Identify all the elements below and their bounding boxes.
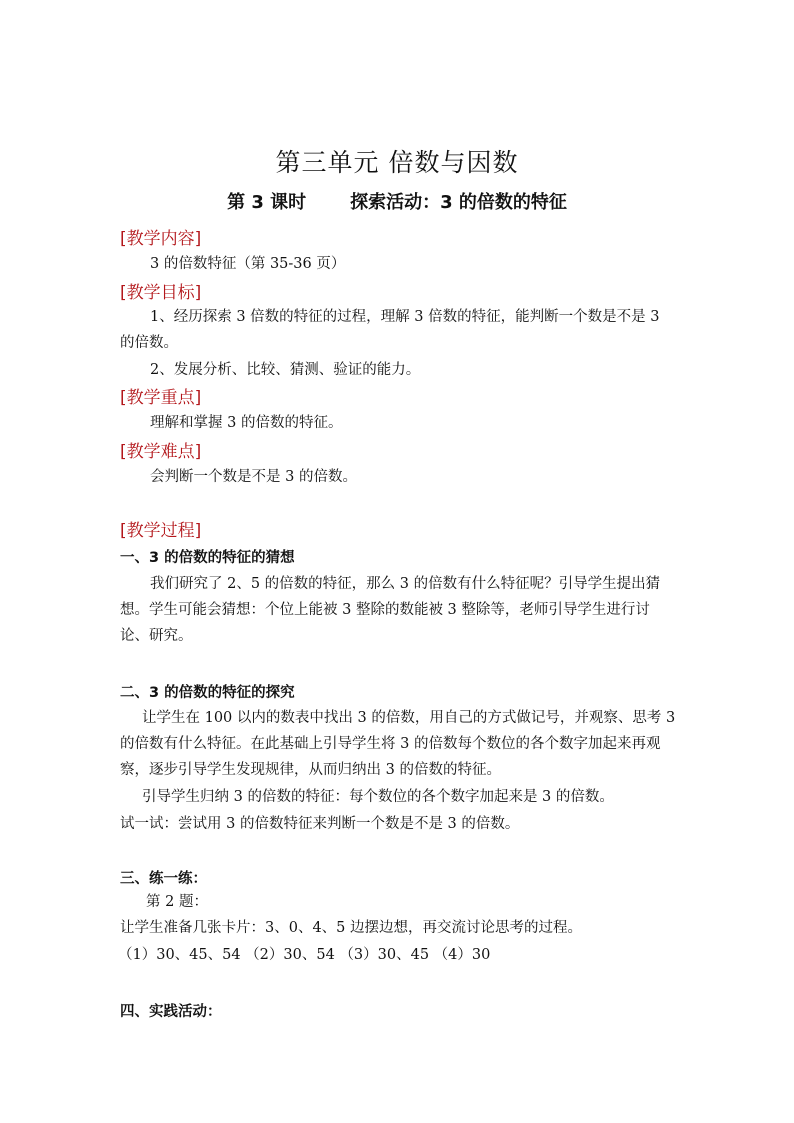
- goal-item-1: 1、经历探索 3 倍数的特征的过程，理解 3 倍数的特征，能判断一个数是不是 3 的倍数。: [120, 309, 660, 351]
- difficulties-text: 会判断一个数是不是 3 的倍数。: [150, 469, 357, 485]
- content-text: 3 的倍数特征（第 35-36 页）: [150, 256, 346, 272]
- lesson-subtitle: [0, 188, 794, 214]
- goal-item-2: 2、发展分析、比较、猜测、验证的能力。: [150, 362, 421, 378]
- process-part3-text: 让学生准备几张卡片：3、0、4、5 边摆边想，再交流讨论思考的过程。: [120, 920, 583, 936]
- document-title: 第三单元 倍数与因数: [275, 148, 519, 177]
- process-part2-text2: 引导学生归纳 3 的倍数的特征：每个数位的各个数字加起来是 3 的倍数。: [142, 789, 614, 805]
- process-part3-answers: （1）30、45、54 （2）30、54 （3）30、45 （4）30: [118, 947, 491, 963]
- process-part1-title: 一、3 的倍数的特征的猜想: [120, 550, 295, 566]
- process-part2-text1: 让学生在 100 以内的数表中找出 3 的倍数，用自己的方式做记号，并观察、思考 3 的倍数有什么特征。在此基础上引导学生将 3 的倍数每个数位的各个数字加起来再观察，逐步引导学生发现规律，从而归纳出 3 的倍数的特征。: [120, 710, 676, 778]
- section-heading-key-points: [教学重点]: [120, 388, 202, 408]
- section-heading-process: [教学过程]: [120, 521, 202, 541]
- process-part2-text3: 试一试：尝试用 3 的倍数特征来判断一个数是不是 3 的倍数。: [120, 816, 520, 832]
- section-heading-goals: [教学目标]: [120, 283, 202, 303]
- process-part3-title: 三、练一练：: [120, 871, 207, 887]
- lesson-number: 第 3 课时: [227, 192, 307, 213]
- section-heading-content: [教学内容]: [120, 229, 202, 249]
- lesson-topic: 探索活动：3 的倍数的特征: [350, 192, 567, 213]
- key-points-text: 理解和掌握 3 的倍数的特征。: [150, 415, 343, 431]
- section-heading-difficulties: [教学难点]: [120, 442, 202, 462]
- process-part4-title: 四、实践活动：: [120, 1004, 222, 1020]
- process-part2-title: 二、3 的倍数的特征的探究: [120, 685, 295, 701]
- process-part3-question: 第 2 题：: [146, 894, 208, 910]
- process-part1-text: 我们研究了 2、5 的倍数的特征，那么 3 的倍数有什么特征呢？引导学生提出猜想。学生可能会猜想：个位上能被 3 整除的数能被 3 整除等，老师引导学生进行讨论、研究。: [120, 576, 661, 644]
